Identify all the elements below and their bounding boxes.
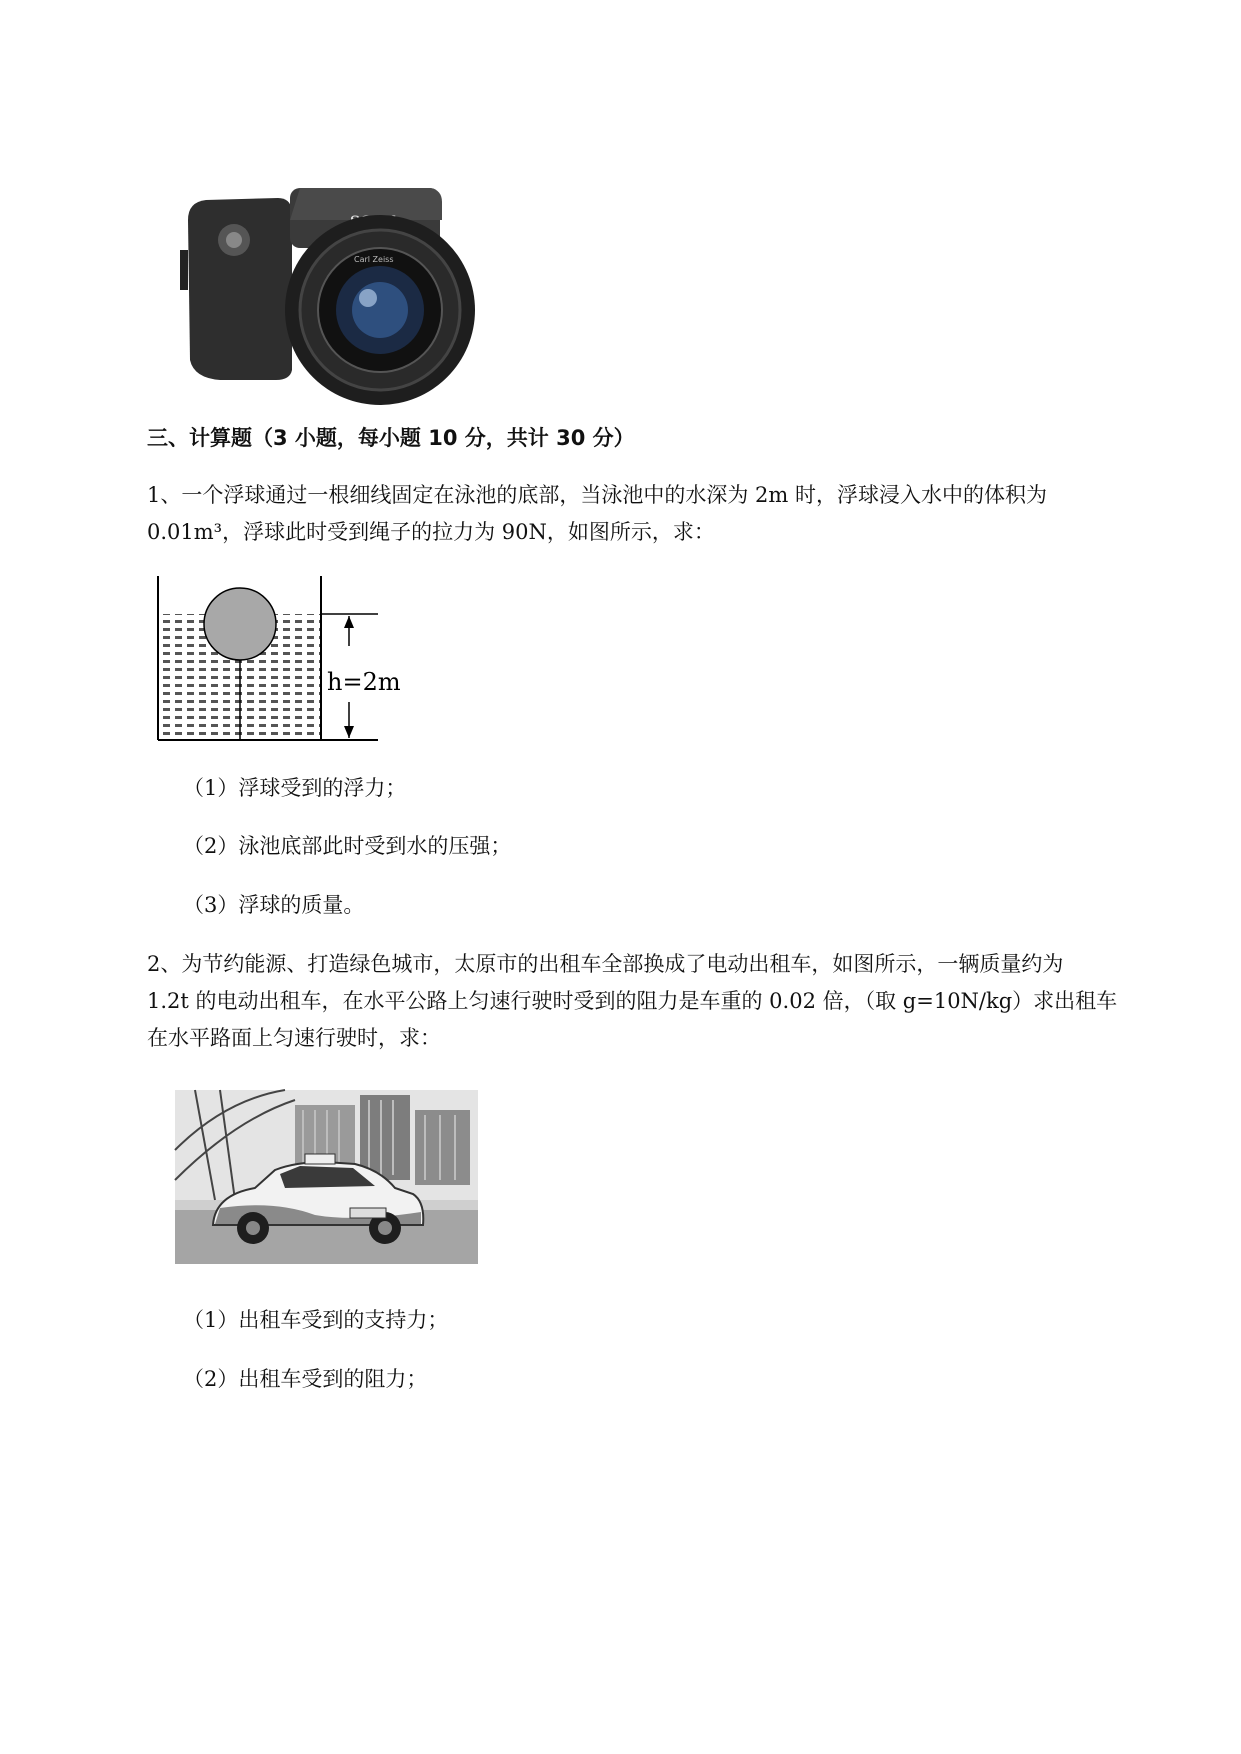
lens-label: Carl Zeiss — [354, 255, 394, 264]
question1-sub2: （2）泳池底部此时受到水的压强； — [183, 834, 512, 858]
camera-image — [180, 180, 490, 415]
question1-line1: 1、一个浮球通过一根细线固定在泳池的底部，当泳池中的水深为 2m 时，浮球浸入水中的体积为 — [147, 483, 1047, 507]
depth-label: h=2m — [327, 668, 401, 696]
question2-line1: 2、为节约能源、打造绿色城市，太原市的出租车全部换成了电动出租车，如图所示，一辆质量约为 — [147, 952, 1064, 976]
question2-sub1: （1）出租车受到的支持力； — [183, 1308, 449, 1332]
float-ball — [204, 588, 276, 660]
question2-line3: 在水平路面上匀速行驶时，求： — [147, 1026, 441, 1050]
section-heading: 三、计算题（3 小题，每小题 10 分，共计 30 分） — [147, 426, 635, 450]
question2-line2: 1.2t 的电动出租车，在水平公路上匀速行驶时受到的阻力是车重的 0.02 倍，（取 g=10N/kg）求出租车 — [147, 989, 1118, 1013]
pool-diagram — [150, 570, 401, 745]
question1-sub1: （1）浮球受到的浮力； — [183, 776, 407, 800]
question1-line2: 0.01m³，浮球此时受到绳子的拉力为 90N，如图所示，求： — [147, 520, 715, 544]
taxi-image — [175, 1090, 478, 1264]
question1-sub3: （3）浮球的质量。 — [183, 893, 365, 917]
question2-sub2: （2）出租车受到的阻力； — [183, 1367, 428, 1391]
